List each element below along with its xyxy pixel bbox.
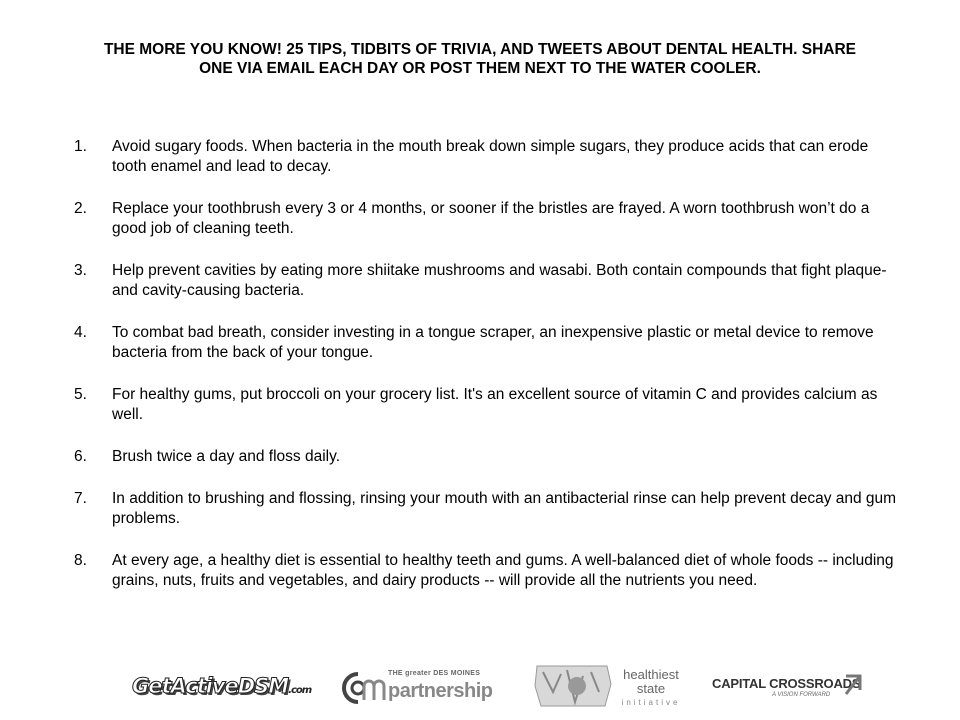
tip-text: Brush twice a day and floss daily. <box>112 448 341 465</box>
healthiest-state-logo: healthiest state initiative <box>533 660 683 712</box>
arrow-icon <box>844 674 862 696</box>
tip-number: 8. <box>74 552 87 569</box>
tip-number: 5. <box>74 386 87 403</box>
getactivedsm-logo: GetActiveDSM.com <box>132 674 312 698</box>
list-item <box>74 137 904 177</box>
tip-number: 1. <box>74 138 87 155</box>
tip-text: Avoid sugary foods. When bacteria in the mouth break down simple sugars, they produce acids that can erode tooth enamel and lead to decay. <box>112 138 869 175</box>
tip-text: Help prevent cavities by eating more shiitake mushrooms and wasabi. Both contain compounds that fight plaque- and cavity-causing bacteria. <box>112 262 887 299</box>
list-item <box>74 551 904 591</box>
list-item <box>74 447 904 467</box>
tip-text: For healthy gums, put broccoli on your grocery list. It's an excellent source of vitamin C and provides calcium as well. <box>112 386 878 423</box>
list-item <box>74 323 904 363</box>
tip-number: 3. <box>74 262 87 279</box>
list-item <box>74 261 904 301</box>
list-item <box>74 199 904 239</box>
greater-des-moines-partnership-logo: THE greater DES MOINES partnership <box>340 660 500 712</box>
tip-number: 7. <box>74 490 87 507</box>
tip-text: At every age, a healthy diet is essential to healthy teeth and gums. A well-balanced diet of whole foods -- including grains, nuts, fruits and vegetables, and dairy products -- will provide all the nutrients you need. <box>112 552 894 589</box>
tip-number: 6. <box>74 448 87 465</box>
tip-number: 2. <box>74 200 87 217</box>
tips-list <box>74 137 904 651</box>
sponsor-logos <box>0 660 960 712</box>
capital-crossroads-logo: CAPITAL CROSSROADS A VISION FORWARD <box>712 676 861 698</box>
tip-text: Replace your toothbrush every 3 or 4 months, or sooner if the bristles are frayed. A worn toothbrush won’t do a good job of cleaning teeth. <box>112 200 870 237</box>
tip-text: To combat bad breath, consider investing in a tongue scraper, an inexpensive plastic or metal device to remove bacteria from the back of your tongue. <box>112 324 874 361</box>
tip-text: In addition to brushing and flossing, rinsing your mouth with an antibacterial rinse can help prevent decay and gum problems. <box>112 490 897 527</box>
iowa-map-icon <box>533 662 613 710</box>
dm-mark-icon <box>342 664 386 708</box>
tip-number: 4. <box>74 324 87 341</box>
page-title: THE MORE YOU KNOW! 25 TIPS, TIDBITS OF TRIVIA, AND TWEETS ABOUT DENTAL HEALTH. SHARE ONE VIA EMAIL EACH DAY OR POST THEM NEXT TO THE WATER COOLER. <box>103 41 857 77</box>
list-item <box>74 385 904 425</box>
list-item <box>74 489 904 529</box>
